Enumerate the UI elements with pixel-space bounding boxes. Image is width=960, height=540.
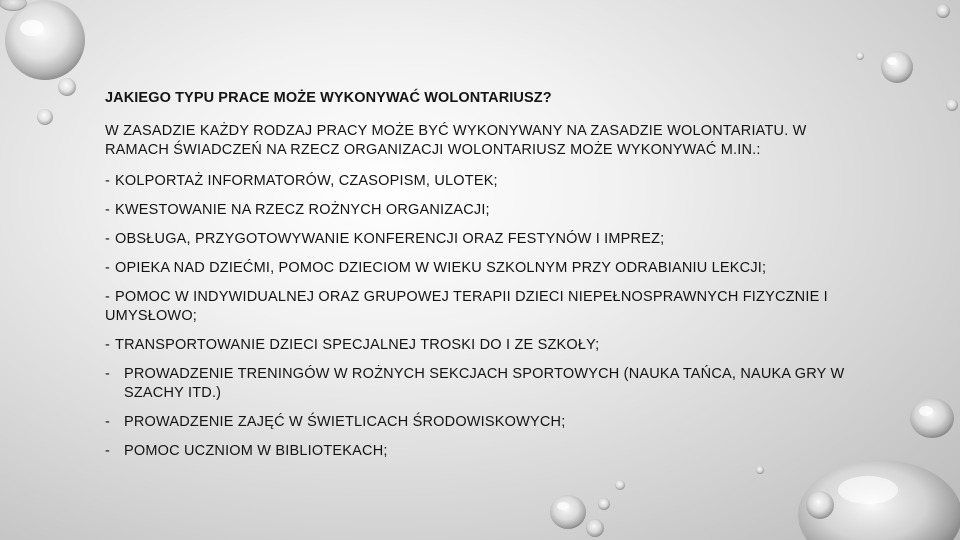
list-item-text: KOLPORTAŻ INFORMATORÓW, CZASOPISM, ULOTEK; <box>115 173 498 189</box>
droplet <box>910 398 954 438</box>
list-item <box>105 201 850 220</box>
list-item-text: POMOC W INDYWIDUALNEJ ORAZ GRUPOWEJ TERAPII DZIECI NIEPEŁNOSPRAWNYCH FIZYCZNIE I UMYSŁOWO; <box>105 289 828 324</box>
droplet <box>936 4 950 18</box>
list-item-text: PROWADZENIE ZAJĘĆ W ŚWIETLICACH ŚRODOWISKOWYCH; <box>124 414 566 430</box>
list-item <box>105 259 850 278</box>
list-bullet: - <box>105 202 111 218</box>
list-item <box>105 413 850 432</box>
list-item <box>105 365 850 403</box>
droplet <box>5 0 85 80</box>
list-item <box>105 442 850 461</box>
list-item <box>105 230 850 249</box>
slide-content <box>105 90 850 471</box>
droplet <box>615 480 625 490</box>
list-bullet: - <box>105 443 111 459</box>
list-item-text: OPIEKA NAD DZIEĆMI, POMOC DZIECIOM W WIEKU SZKOLNYM PRZY ODRABIANIU LEKCJI; <box>115 260 767 276</box>
droplet <box>856 52 864 60</box>
list-bullet: - <box>105 366 111 382</box>
list-item-text: KWESTOWANIE NA RZECZ ROŻNYCH ORGANIZACJI; <box>115 202 490 218</box>
list-bullet: - <box>105 337 111 353</box>
list-item-text: POMOC UCZNIOM W BIBLIOTEKACH; <box>124 443 388 459</box>
list-item <box>105 172 850 191</box>
list-item-text: OBSŁUGA, PRZYGOTOWYWANIE KONFERENCJI ORAZ FESTYNÓW I IMPREZ; <box>115 231 665 247</box>
list-item-text: TRANSPORTOWANIE DZIECI SPECJALNEJ TROSKI DO I ZE SZKOŁY; <box>115 337 600 353</box>
list-bullet: - <box>105 231 111 247</box>
droplet <box>58 78 76 96</box>
droplet <box>946 99 958 111</box>
droplet <box>598 498 610 510</box>
intro-paragraph: W ZASADZIE KAŻDY RODZAJ PRACY MOŻE BYĆ WYKONYWANY NA ZASADZIE WOLONTARIATU. W RAMACH ŚWIADCZEŃ NA RZECZ ORGANIZACJI WOLONTARIUSZ MOŻE WYKONYWAĆ M.IN.: <box>105 123 807 158</box>
list-item <box>105 288 850 326</box>
droplet <box>586 519 604 537</box>
list-bullet: - <box>105 173 111 189</box>
list-bullet: - <box>105 289 111 305</box>
droplet <box>37 109 53 125</box>
list-bullet: - <box>105 260 111 276</box>
list-item <box>105 336 850 355</box>
droplet <box>806 491 834 519</box>
slide-title: JAKIEGO TYPU PRACE MOŻE WYKONYWAĆ WOLONTARIUSZ? <box>105 90 552 106</box>
droplet <box>550 495 586 529</box>
list-bullet: - <box>105 414 111 430</box>
droplet <box>881 51 913 83</box>
list-item-text: PROWADZENIE TRENINGÓW W ROŻNYCH SEKCJACH SPORTOWYCH (NAUKA TAŃCA, NAUKA GRY W SZACHY ITD.) <box>124 366 845 401</box>
